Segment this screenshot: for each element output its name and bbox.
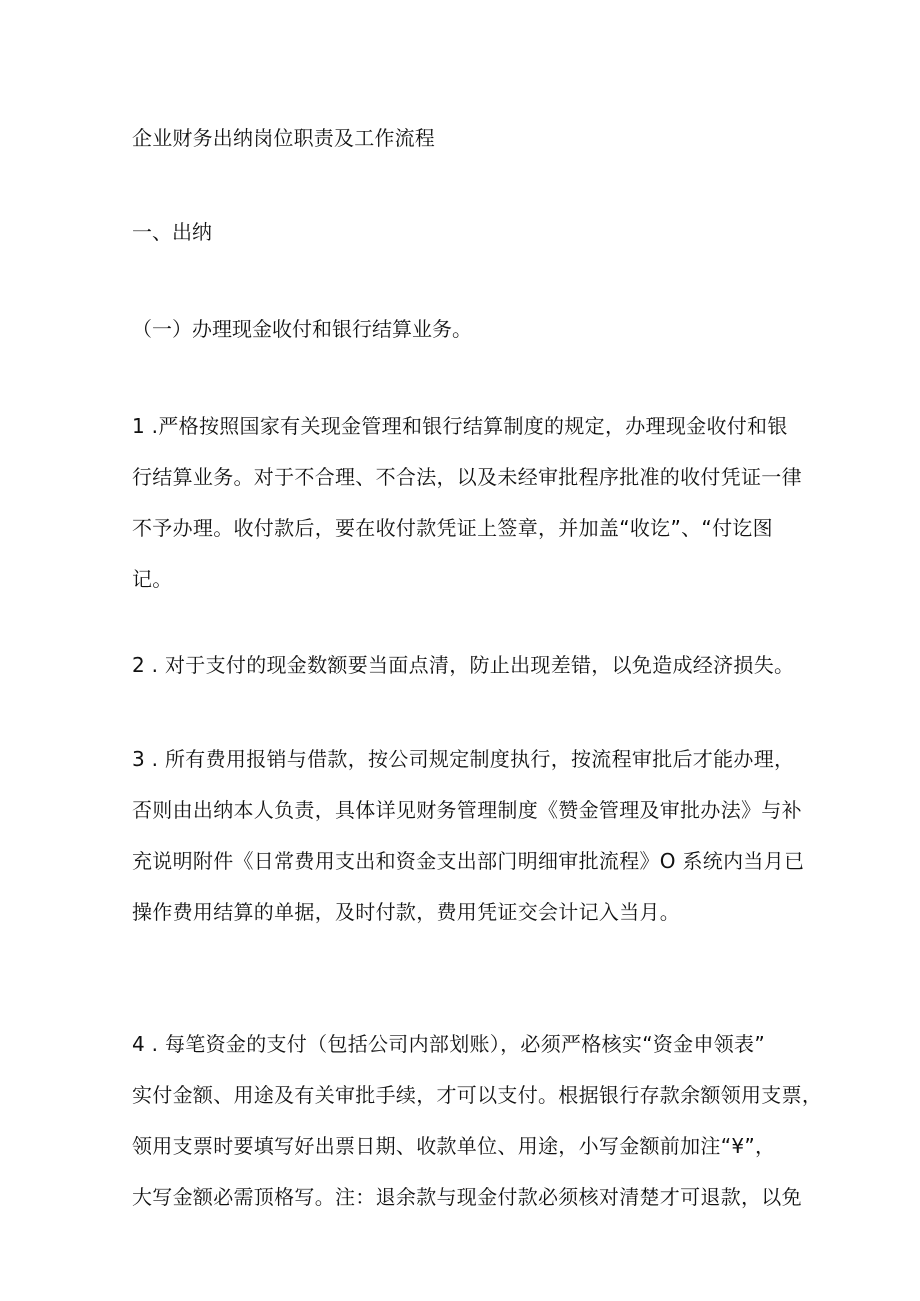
paragraph-line: 实付金额、用途及有关审批手续，才可以支付。根据银行存款余额领用支票， — [132, 1083, 823, 1107]
paragraph-line: 否则由出纳本人负责，具体详见财务管理制度《赞金管理及审批办法》与补 — [132, 798, 802, 822]
paragraph-line: 3 . 所有费用报销与借款，按公司规定制度执行，按流程审批后才能办理， — [132, 747, 795, 771]
paragraph-line: 记。 — [132, 567, 173, 591]
paragraph-line: 1 .严格按照国家有关现金管理和银行结算制度的规定，办理现金收付和银 — [132, 414, 788, 438]
subsection-heading: （一）办理现金收付和银行结算业务。 — [132, 317, 472, 341]
paragraph-line: 领用支票时要填写好出票日期、收款单位、用途，小写金额前加注“¥”， — [132, 1134, 776, 1158]
paragraph-line: 大写金额必需顶格写。注：退余款与现金付款必须核对清楚才可退款，以免 — [132, 1185, 802, 1209]
paragraph-1 — [132, 401, 808, 605]
section-heading: 一、出纳 — [132, 220, 212, 244]
paragraph-4 — [132, 1019, 823, 1223]
paragraph-3 — [132, 734, 808, 938]
paragraph-line: 不予办理。收付款后，要在收付款凭证上签章，并加盖“收讫”、“付讫图 — [132, 516, 773, 540]
paragraph-line: 充说明附件《日常费用支出和资金支出部门明细审批流程》O 系统内当月已 — [132, 849, 805, 873]
paragraph-line: 行结算业务。对于不合理、不合法，以及未经审批程序批准的收付凭证一律 — [132, 465, 802, 489]
document-title: 企业财务出纳岗位职责及工作流程 — [132, 126, 435, 150]
paragraph-2 — [132, 640, 808, 691]
paragraph-line: 2 . 对于支付的现金数额要当面点清，防止出现差错，以免造成经济损失。 — [132, 653, 795, 677]
paragraph-line: 操作费用结算的单据，及时付款，费用凭证交会计记入当月。 — [132, 900, 681, 924]
paragraph-line: 4 . 每笔资金的支付（包括公司内部划账），必须严格核实“资金申领表” — [132, 1032, 766, 1056]
